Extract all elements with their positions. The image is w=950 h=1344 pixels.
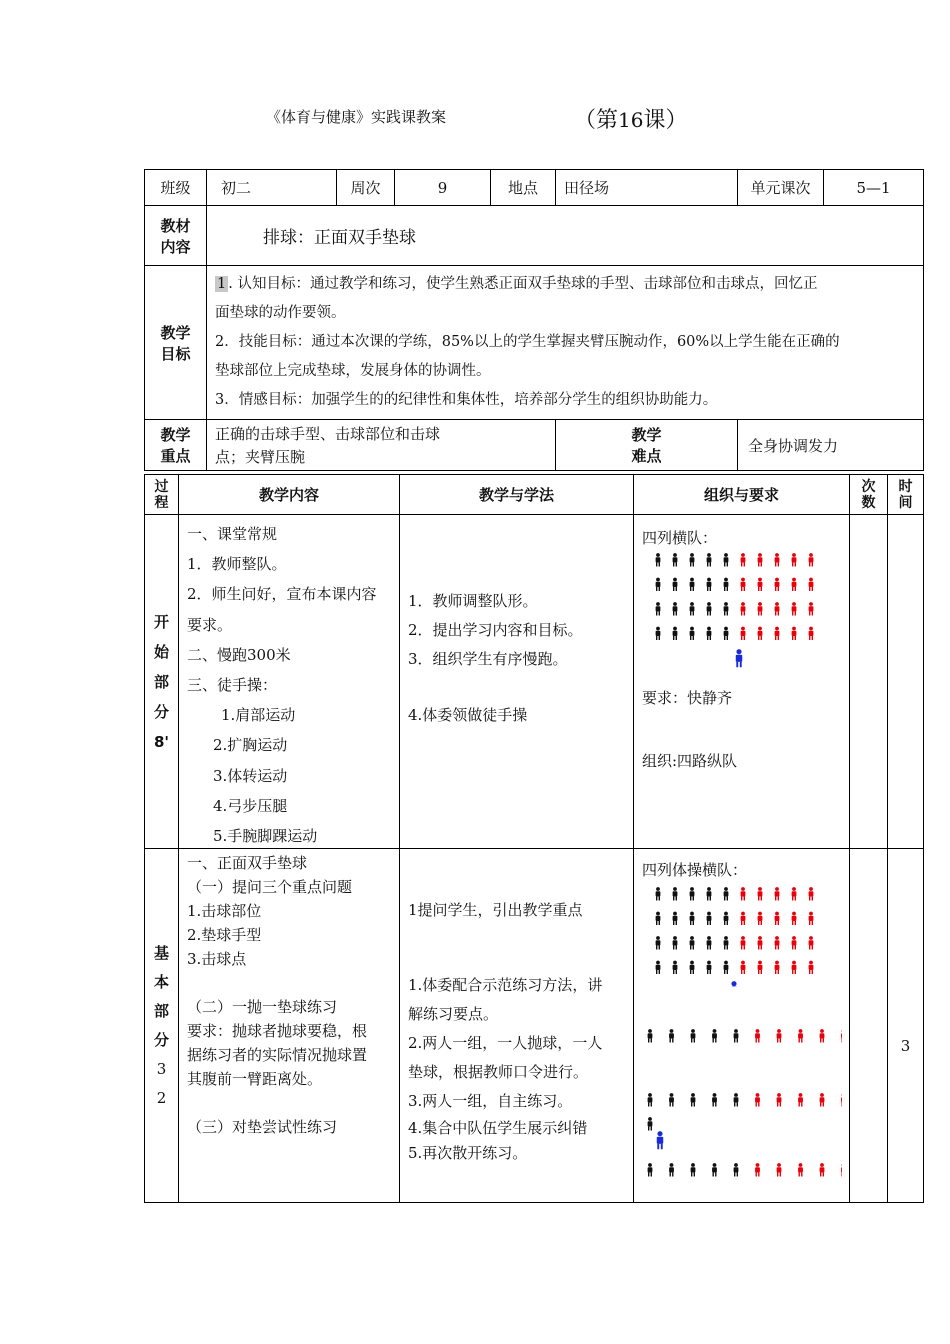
goal-1-num: 1 [217,276,227,292]
start-student-figure [690,578,695,591]
start-student-figure [707,602,712,615]
basic-student-figure [775,912,780,925]
pair-student-figure [798,1093,803,1106]
basic-student-figure [809,887,814,900]
times-header-2: 数 [861,494,876,511]
basic-student-figure [707,887,712,900]
basic-student-figure [741,961,746,974]
start-student-figure [707,627,712,640]
start-section-label [145,515,179,849]
start-student-figure [673,578,678,591]
keypoint-label-1: 教学 [160,426,191,444]
start-org-form: 组织:四路纵队 [642,752,738,770]
basic-label-4: 3 [156,1059,167,1078]
difficulty-label-1: 教学 [631,426,662,444]
pair-student-figure [669,1163,674,1176]
keypoint-label-2: 重点 [160,447,191,465]
content-label-2: 内容 [160,237,191,256]
week-label: 周次 [337,170,395,206]
start-student-figure [775,578,780,591]
basic-student-figure [775,961,780,974]
start-content-7: 2.扩胸运动 [213,736,288,755]
basic-student-figure [707,961,712,974]
start-student-figure [656,602,661,615]
start-content-0: 一、课堂常规 [187,525,278,543]
basic-student-figure [809,936,814,949]
basic-times-cell [850,849,888,1203]
start-times-cell [850,515,888,849]
pair-student-figure [734,1093,739,1106]
basic-student-figure [707,912,712,925]
page-title: 《体育与健康》实践课教案 [266,108,447,126]
basic-student-figure [690,961,695,974]
start-student-figure [724,578,729,591]
goals-label-1: 教学 [160,323,191,342]
process-header-1: 过 [154,478,169,495]
basic-method-7: 5.再次散开练习。 [408,1144,528,1162]
start-student-figure [809,602,814,615]
pair-student-figure [798,1029,803,1042]
start-content-cell [179,515,400,849]
start-content [187,519,395,849]
start-formation-diagram [654,551,834,675]
basic-student-figure [775,936,780,949]
unit-label: 单元课次 [738,170,824,206]
basic-label-0: 基 [153,943,169,962]
start-student-figure [724,553,729,566]
start-content-6: 1.肩部运动 [221,706,296,725]
basic-student-figure [690,887,695,900]
start-student-figure [656,553,661,566]
start-student-figure [809,578,814,591]
difficulty-label-2: 难点 [631,447,662,465]
basic-student-figure [809,961,814,974]
pair-student-figure [820,1093,825,1106]
basic-content-cell [179,849,400,1203]
start-content-2: 2．师生问好，宣布本课内容 [187,585,377,604]
times-header-1: 次 [861,478,876,495]
start-student-figure [792,578,797,591]
times-header [850,475,888,515]
class-value: 初二 [207,170,337,206]
pair-student-figure [777,1029,782,1042]
start-org-require: 要求：快静齐 [642,689,733,707]
start-method [408,587,629,730]
basic-student-figure [656,912,661,925]
start-student-figure [792,602,797,615]
start-student-figure [775,602,780,615]
start-student-figure [758,627,763,640]
keypoint-label [145,420,207,471]
pair-student-figure [669,1093,674,1106]
start-student-figure [707,553,712,566]
start-student-figure [741,553,746,566]
pair-student-figure [841,1163,842,1176]
goals-label [145,266,207,420]
basic-student-figure [775,887,780,900]
basic-student-figure [758,887,763,900]
basic-student-figure [741,936,746,949]
start-student-figure [741,578,746,591]
start-student-figure [792,553,797,566]
time-header [888,475,924,515]
info-table [144,169,924,471]
basic-org-title: 四列体操横队： [642,861,748,879]
basic-method-0: 1提问学生，引出教学重点 [408,901,583,919]
basic-student-figure [690,912,695,925]
start-label-3: 分 [153,702,169,721]
pair-student-figure [755,1163,760,1176]
start-student-figure [741,627,746,640]
start-student-figure [724,627,729,640]
basic-student-figure [673,936,678,949]
basic-method-1: 1.体委配合示范练习方法，讲 [408,976,603,994]
start-label-2: 部 [153,672,169,691]
keypoint-value-b: 点；夹臂压腕 [215,448,306,466]
basic-method-6: 4.集合中队伍学生展示纠错 [408,1119,588,1137]
start-student-figure [758,602,763,615]
start-student-figure [673,602,678,615]
basic-method-5: 3.两人一组，自主练习。 [408,1092,573,1110]
basic-content-3: 2.垫球手型 [187,926,262,944]
pair-practice-diagram [642,1019,842,1203]
method-header: 教学与学法 [400,475,634,515]
basic-method [408,971,629,1165]
lesson-table [144,474,924,1203]
pair-teacher-figure [657,1131,663,1149]
time-header-2: 间 [898,494,913,511]
basic-method-2: 解练习要点。 [408,1005,499,1023]
start-student-figure [758,578,763,591]
basic-content-0: 一、正面双手垫球 [187,854,308,872]
basic-label-1: 本 [153,972,169,991]
start-student-figure [656,627,661,640]
lesson-prefix: （第 [574,108,619,133]
week-value: 9 [395,170,491,206]
basic-student-figure [792,961,797,974]
basic-student-figure [673,912,678,925]
basic-student-figure [792,887,797,900]
pair-student-figure [648,1117,653,1130]
process-header [145,475,179,515]
basic-content-2: 1.击球部位 [187,902,262,920]
pair-student-figure [755,1093,760,1106]
pair-student-figure [648,1163,653,1176]
basic-content-6: 要求：抛球者抛球要稳，根 [187,1022,368,1040]
start-student-figure [690,602,695,615]
content-label [145,206,207,266]
start-org-cell [634,515,850,849]
goals-text [207,266,924,420]
pair-student-figure [648,1029,653,1042]
basic-student-figure [741,887,746,900]
process-header-2: 程 [154,494,169,511]
pair-student-figure [712,1029,717,1042]
content-value: 排球：正面双手垫球 [207,206,924,266]
basic-content-7: 据练习者的实际情况抛球置 [187,1046,368,1064]
start-content-1: 1．教师整队。 [187,555,287,574]
basic-student-figure [792,912,797,925]
basic-student-figure [724,887,729,900]
basic-method-4: 垫球，根据教师口令进行。 [408,1063,589,1081]
basic-student-figure [656,961,661,974]
basic-content-8: 其腹前一臂距离处。 [187,1070,323,1088]
basic-student-figure [809,912,814,925]
lesson-num: 16 [618,108,644,132]
basic-content-4: 3.击球点 [187,950,247,968]
start-student-figure [724,602,729,615]
goal-2-line-a: 2．技能目标：通过本次课的学练，85%以上的学生掌握夹臂压腕动作，60%以上学生能在正确的 [215,334,840,350]
start-student-figure [741,602,746,615]
pair-student-figure [648,1093,653,1106]
start-content-4: 二、慢跑300米 [187,645,291,664]
start-org-title: 四列横队： [642,529,718,547]
basic-student-figure [656,887,661,900]
basic-teacher-figure [731,981,737,987]
pair-student-figure [777,1093,782,1106]
basic-student-figure [741,912,746,925]
pair-student-figure [798,1163,803,1176]
start-content-9: 4.弓步压腿 [213,796,288,815]
keypoint-value [207,420,556,471]
keypoint-value-a: 正确的击球手型、击球部位和击球 [215,425,441,443]
start-student-figure [690,627,695,640]
content-header: 教学内容 [179,475,400,515]
difficulty-value: 全身协调发力 [738,420,924,471]
start-student-figure [809,553,814,566]
start-student-figure [673,627,678,640]
place-value: 田径场 [556,170,738,206]
basic-org-cell [634,849,850,1203]
start-time-cell [888,515,924,849]
lesson-number [574,103,687,134]
start-student-figure [809,627,814,640]
goal-1-a: . 认知目标：通过教学和练习，使学生熟悉正面双手垫球的手型、击球部位和击球点，回忆正 [228,276,818,292]
content-label-1: 教材 [160,216,191,235]
start-method-1: 2．提出学习内容和目标。 [408,621,583,639]
start-student-figure [775,553,780,566]
org-header: 组织与要求 [634,475,850,515]
basic-content-1: （一）提问三个重点问题 [187,878,353,896]
pair-student-figure [755,1029,760,1042]
pair-student-figure [777,1163,782,1176]
basic-student-figure [758,961,763,974]
basic-student-figure [724,936,729,949]
pair-student-figure [712,1093,717,1106]
start-content-10: 5.手腕脚踝运动 [213,827,318,846]
basic-student-figure [758,936,763,949]
goal-3: 3．情感目标：加强学生的的纪律性和集体性，培养部分学生的组织协助能力。 [215,392,718,408]
lesson-suffix: 课） [643,108,688,133]
pair-student-figure [691,1093,696,1106]
goal-1-line-b: 面垫球的动作要领。 [215,305,346,321]
start-label-1: 始 [153,642,169,661]
start-student-figure [656,578,661,591]
start-teacher-figure [736,649,742,667]
basic-method-cell [400,849,634,1203]
difficulty-label [556,420,738,471]
basic-content [187,851,395,1139]
pair-student-figure [820,1029,825,1042]
basic-label-5: 2 [156,1088,167,1107]
start-method-3: 4.体委领做徒手操 [408,706,528,724]
start-method-2: 3．组织学生有序慢跑。 [408,650,568,668]
pair-student-figure [820,1163,825,1176]
start-student-figure [775,627,780,640]
basic-student-figure [656,936,661,949]
start-student-figure [673,553,678,566]
basic-section-label [145,849,179,1203]
start-content-8: 3.体转运动 [213,766,288,785]
pair-student-figure [691,1029,696,1042]
basic-content-5: （二）一抛一垫球练习 [187,998,338,1016]
basic-time-value: 3 [888,849,924,1203]
basic-student-figure [707,936,712,949]
time-header-1: 时 [898,478,913,495]
basic-formation-diagram [654,885,834,987]
pair-student-figure [734,1029,739,1042]
pair-student-figure [841,1093,842,1106]
goal-2-line-b: 垫球部位上完成垫球，发展身体的协调性。 [215,363,491,379]
basic-student-figure [673,887,678,900]
start-content-3: 要求。 [187,615,233,634]
pair-student-figure [841,1029,842,1042]
pair-student-figure [691,1163,696,1176]
goals-label-2: 目标 [160,344,191,363]
unit-value: 5—1 [824,170,924,206]
start-label-0: 开 [153,612,169,631]
basic-label-3: 分 [153,1030,169,1049]
place-label: 地点 [491,170,556,206]
basic-student-figure [690,936,695,949]
pair-student-figure [669,1029,674,1042]
start-method-cell [400,515,634,849]
start-label-4: 8' [153,732,170,751]
basic-method-3: 2.两人一组，一人抛球，一人 [408,1034,603,1052]
basic-student-figure [724,961,729,974]
goal-1-line-a [215,270,919,299]
start-content-5: 三、徒手操： [187,676,278,695]
basic-content-9: （三）对垫尝试性练习 [187,1118,338,1136]
start-student-figure [758,553,763,566]
basic-student-figure [758,912,763,925]
start-student-figure [792,627,797,640]
basic-student-figure [724,912,729,925]
start-student-figure [707,578,712,591]
basic-student-figure [673,961,678,974]
class-label: 班级 [145,170,207,206]
start-student-figure [690,553,695,566]
start-method-0: 1．教师调整队形。 [408,592,538,610]
basic-student-figure [792,936,797,949]
basic-label-2: 部 [153,1001,169,1020]
pair-student-figure [734,1163,739,1176]
pair-student-figure [712,1163,717,1176]
